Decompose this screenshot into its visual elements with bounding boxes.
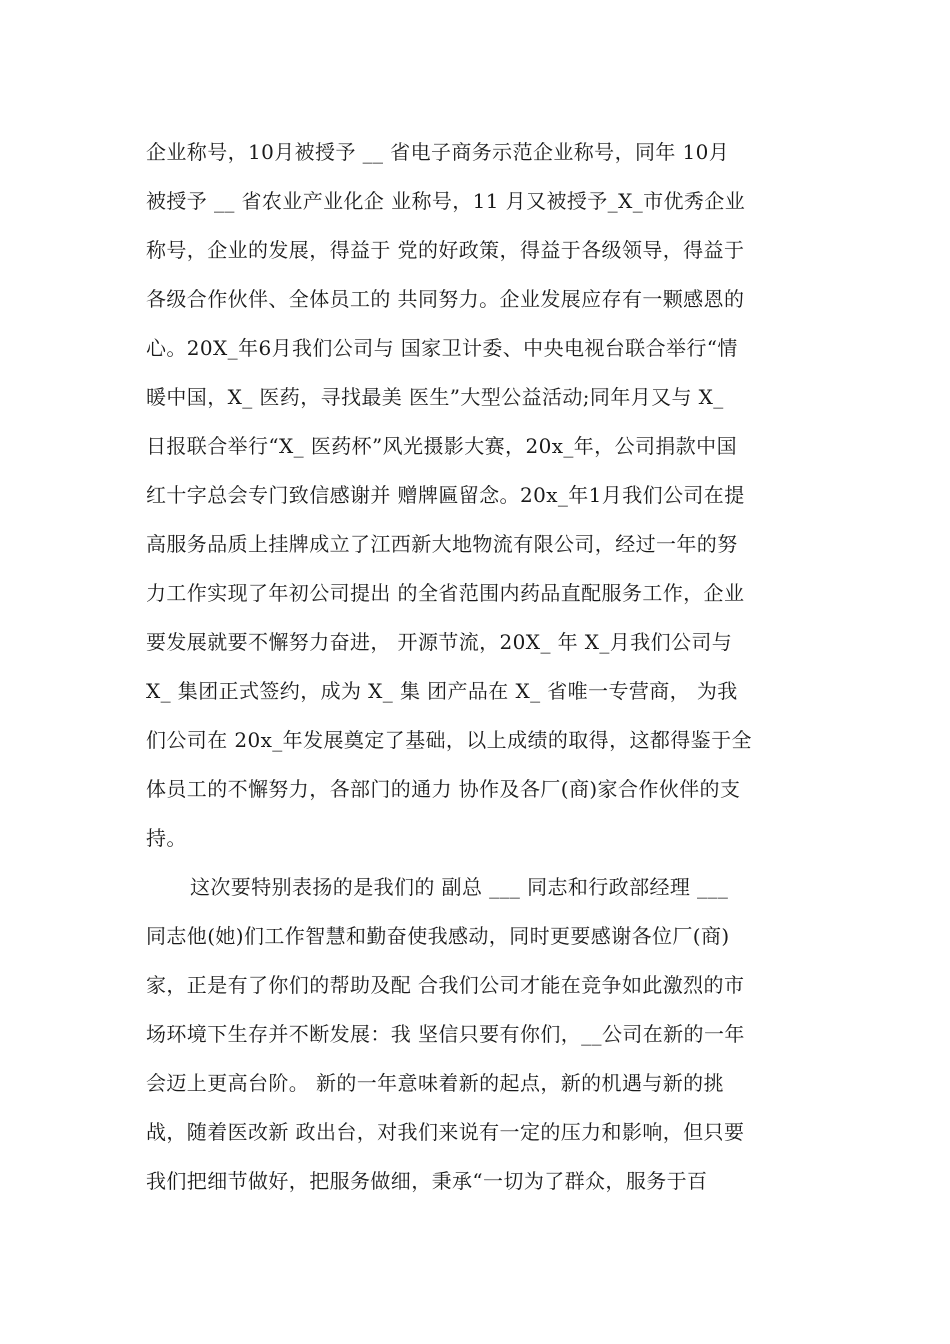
- text-line: X_ 集团正式签约，成为 X_ 集 团产品在 X_ 省唯一专营商， 为我: [146, 679, 738, 703]
- text-line: 力工作实现了年初公司提出 的全省范围内药品直配服务工作，企业: [146, 581, 745, 605]
- text-line: 体员工的不懈努力，各部门的通力 协作及各厂(商)家合作伙伴的支: [146, 777, 741, 801]
- text-line: 称号，企业的发展，得益于 党的好政策，得益于各级领导，得益于: [146, 238, 745, 262]
- text-line: 高服务品质上挂牌成立了江西新大地物流有限公司，经过一年的努: [146, 532, 738, 556]
- text-line: 家，正是有了你们的帮助及配 合我们公司才能在竞争如此激烈的市: [146, 973, 745, 997]
- text-line: 暖中国，X_ 医药，寻找最美 医生”大型公益活动;同年月又与 X_: [146, 385, 724, 409]
- text-line: 同志他(她)们工作智慧和勤奋使我感动，同时更要感谢各位厂(商): [146, 924, 730, 948]
- text-line: 要发展就要不懈努力奋进， 开源节流，20X_ 年 X_月我们公司与: [146, 630, 733, 654]
- paragraph-1: [146, 128, 811, 863]
- text-line: 战，随着医改新 政出台，对我们来说有一定的压力和影响，但只要: [146, 1120, 745, 1144]
- text-line: 心。20X_年6月我们公司与 国家卫计委、中央电视台联合举行“情: [146, 336, 738, 360]
- text-line: 场环境下生存并不断发展：我 坚信只要有你们，__公司在新的一年: [146, 1022, 745, 1046]
- text-line: 红十字总会专门致信感谢并 赠牌匾留念。20x_年1月我们公司在提: [146, 483, 745, 507]
- text-line: 会迈上更高台阶。 新的一年意味着新的起点，新的机遇与新的挑: [146, 1071, 724, 1095]
- text-line: 这次要特别表扬的是我们的 副总 ___ 同志和行政部经理 ___: [190, 875, 729, 899]
- document-body: [146, 128, 811, 1206]
- text-line: 各级合作伙伴、全体员工的 共同努力。企业发展应存有一颗感恩的: [146, 287, 745, 311]
- text-line: 持。: [146, 826, 187, 850]
- paragraph-2: [146, 863, 811, 1206]
- text-line: 们公司在 20x_年发展奠定了基础，以上成绩的取得，这都得鉴于全: [146, 728, 752, 752]
- text-line: 我们把细节做好，把服务做细，秉承“一切为了群众，服务于百: [146, 1169, 708, 1193]
- text-line: 被授予 __ 省农业产业化企 业称号，11 月又被授予_X_市优秀企业: [146, 189, 746, 213]
- text-line: 企业称号，10月被授予 __ 省电子商务示范企业称号，同年 10月: [146, 140, 730, 164]
- text-line: 日报联合举行“X_ 医药杯”风光摄影大赛，20x_年，公司捐款中国: [146, 434, 737, 458]
